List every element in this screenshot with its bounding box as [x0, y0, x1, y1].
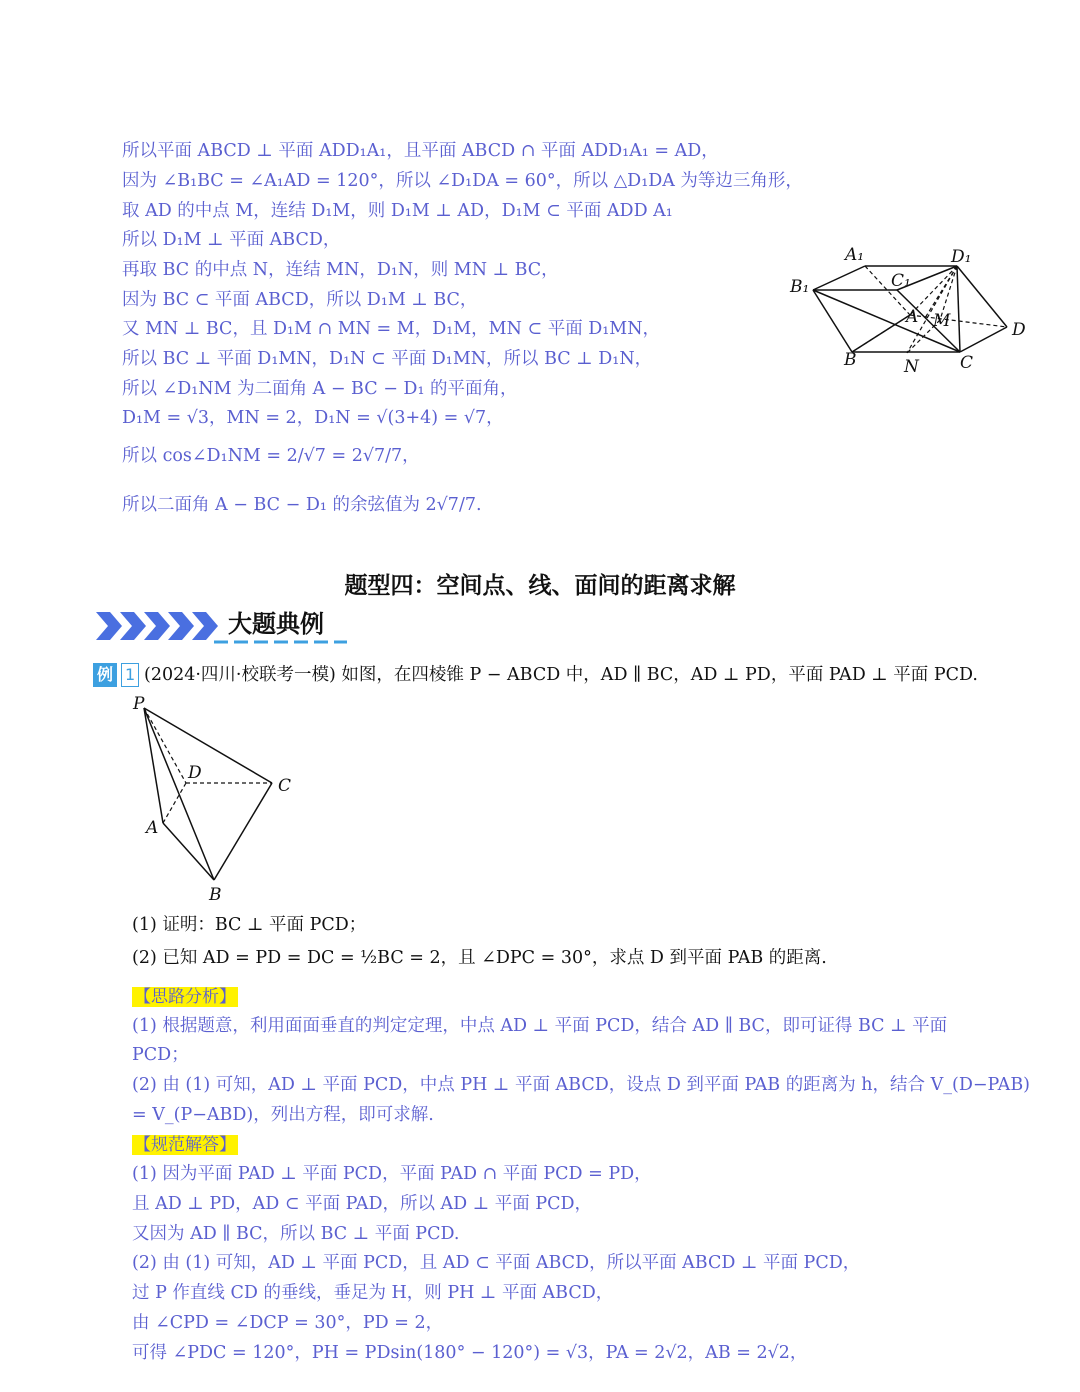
- label-C: C: [960, 353, 974, 373]
- solution-line: 所以二面角 A − BC − D₁ 的余弦值为 2√7/7.: [122, 495, 482, 515]
- label-M: M: [933, 311, 951, 331]
- label-A: A: [146, 818, 159, 838]
- solution-line: 所以平面 ABCD ⊥ 平面 ADD₁A₁，且平面 ABCD ∩ 平面 ADD₁A₁ = AD，: [122, 141, 719, 161]
- answer-line: 且 AD ⊥ PD，AD ⊂ 平面 PAD，所以 AD ⊥ 平面 PCD，: [132, 1194, 593, 1214]
- label-C: C: [278, 776, 292, 796]
- analysis-line: PCD；: [132, 1045, 189, 1065]
- answer-line: 可得 ∠PDC = 120°，PH = PDsin(180° − 120°) = √3，PA = 2√2，AB = 2√2，: [132, 1343, 808, 1363]
- label-N: N: [904, 357, 919, 377]
- example-text: (2024·四川·校联考一模) 如图，在四棱锥 P − ABCD 中，AD ∥ BC，AD ⊥ PD，平面 PAD ⊥ 平面 PCD.: [144, 665, 978, 685]
- analysis-line: (2) 由 (1) 可知，AD ⊥ 平面 PCD，中点 PH ⊥ 平面 ABCD，设点 D 到平面 PAB 的距离为 h，结合 V_(D−PAB): [132, 1075, 1031, 1095]
- label-D1: D₁: [951, 247, 972, 267]
- answer-line: (1) 因为平面 PAD ⊥ 平面 PCD，平面 PAD ∩ 平面 PCD = PD，: [132, 1164, 652, 1184]
- label-B: B: [209, 885, 222, 905]
- label-C1: C₁: [891, 271, 911, 291]
- section-title: 题型四：空间点、线、面间的距离求解: [344, 573, 736, 599]
- label-B1: B₁: [790, 277, 810, 297]
- example-badge: 例: [93, 663, 117, 687]
- solution-line: 因为 BC ⊂ 平面 ABCD，所以 D₁M ⊥ BC，: [122, 290, 478, 310]
- answer-line: 又因为 AD ∥ BC，所以 BC ⊥ 平面 PCD.: [132, 1224, 460, 1244]
- solution-line: 所以 ∠D₁NM 为二面角 A − BC − D₁ 的平面角，: [122, 379, 518, 399]
- banner-label: 大题典例: [228, 610, 324, 638]
- solution-line: 所以 BC ⊥ 平面 D₁MN，D₁N ⊂ 平面 D₁MN，所以 BC ⊥ D₁N，: [122, 349, 653, 369]
- analysis-line: (1) 根据题意，利用面面垂直的判定定理，中点 AD ⊥ 平面 PCD，结合 AD ∥ BC，即可证得 BC ⊥ 平面: [132, 1016, 948, 1036]
- solution-line: 因为 ∠B₁BC = ∠A₁AD = 120°，所以 ∠D₁DA = 60°，所以 △D₁DA 为等边三角形，: [122, 171, 803, 191]
- solution-line: 再取 BC 的中点 N，连结 MN，D₁N，则 MN ⊥ BC，: [122, 260, 559, 280]
- label-D: D: [1012, 320, 1026, 340]
- solution-line: 取 AD 的中点 M，连结 D₁M，则 D₁M ⊥ AD，D₁M ⊂ 平面 ADD A₁: [122, 201, 673, 221]
- label-A1: A₁: [845, 245, 865, 265]
- label-B: B: [844, 350, 857, 370]
- answer-line: (2) 由 (1) 可知，AD ⊥ 平面 PCD，且 AD ⊂ 平面 ABCD，所以平面 ABCD ⊥ 平面 PCD，: [132, 1253, 861, 1273]
- label-D: D: [188, 763, 202, 783]
- figure-pyramid: [128, 690, 318, 905]
- answer-line: 由 ∠CPD = ∠DCP = 30°，PD = 2，: [132, 1313, 444, 1333]
- answer-line: 过 P 作直线 CD 的垂线，垂足为 H，则 PH ⊥ 平面 ABCD，: [132, 1283, 614, 1303]
- question-1: (1) 证明：BC ⊥ 平面 PCD；: [132, 915, 367, 935]
- solution-line: D₁M = √3，MN = 2，D₁N = √(3+4) = √7，: [122, 408, 504, 428]
- label-A: A: [906, 307, 919, 327]
- solution-line: 所以 cos∠D₁NM = 2/√7 = 2√7/7，: [122, 446, 420, 466]
- figure-parallelepiped: [785, 240, 1035, 380]
- answer-tag: 【规范解答】: [134, 1135, 236, 1155]
- analysis-line: = V_(P−ABD)，列出方程，即可求解.: [132, 1105, 434, 1125]
- question-2: (2) 已知 AD = PD = DC = ½BC = 2，且 ∠DPC = 30°，求点 D 到平面 PAB 的距离.: [132, 948, 827, 968]
- solution-line: 所以 D₁M ⊥ 平面 ABCD，: [122, 230, 341, 250]
- solution-line: 又 MN ⊥ BC，且 D₁M ∩ MN = M，D₁M，MN ⊂ 平面 D₁MN，: [122, 319, 661, 339]
- label-P: P: [133, 694, 145, 714]
- analysis-tag: 【思路分析】: [134, 987, 236, 1007]
- example-number: 1: [121, 663, 139, 687]
